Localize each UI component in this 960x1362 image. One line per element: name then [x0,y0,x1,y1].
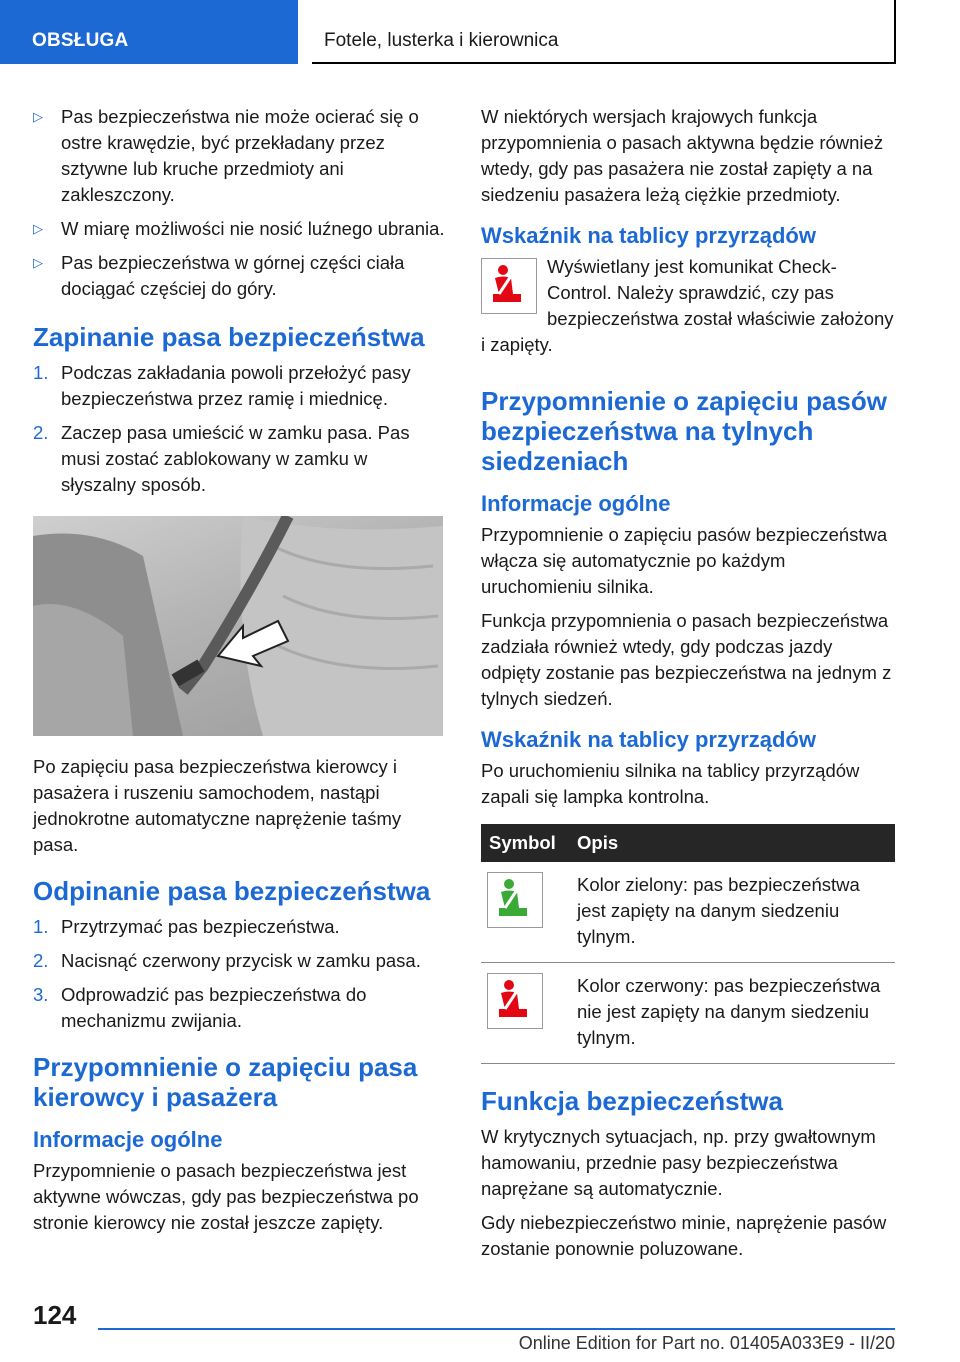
step-item: 1. Podczas zakładania powoli przełożyć pasy bezpieczeństwa przez ramię i miednicę. [33,362,411,409]
table-row [481,963,895,1064]
bullet-item: ▷ Pas bezpieczeństwa nie może ocierać się o ostre krawędzie, być przekładany przez sztywne lub kruche przedmioty ani zakleszczony. [33,104,445,208]
safety-text-2: Gdy niebezpieczeństwo minie, naprężenie pasów zostanie ponownie poluzowane. [481,1212,887,1259]
bullet-item: ▷ W miarę możliwości nie nosić luźnego ubrania. [33,216,445,242]
step-item: 3. Odprowadzić pas bezpieczeństwa do mechanizmu zwijania. [33,984,367,1031]
heading-fasten: Zapinanie pasa bezpieczeństwa [33,322,425,352]
table-cell-description: Kolor czerwony: pas bezpieczeństwa nie jest zapięty na danym siedzeniu tylnym. [569,963,895,1064]
table-header-row [481,824,895,862]
step-item: 1. Przytrzymać pas bezpieczeństwa. [33,916,340,937]
indicator-1-block [481,254,895,366]
seatbelt-warning-red-icon [481,258,537,314]
safety-text-1: W krytycznych sytuacjach, np. przy gwałtownym hamowaniu, przednie pasy bezpieczeństwa naprężane są automatycznie. [481,1126,876,1199]
after-fasten-text: Po zapięciu pasa bezpieczeństwa kierowcy i pasażera i ruszeniu samochodem, nastąpi jednokrotne automatyczne naprężenie taśmy pasa. [33,756,402,855]
left-column [33,104,445,1244]
heading-indicator-2: Wskaźnik na tablicy przyrządów [481,727,816,752]
heading-reminder: Przypomnienie o zapięciu pasa kierowcy i pasażera [33,1052,418,1112]
subheading-general: Informacje ogólne [481,491,671,516]
triangle-bullet-icon: ▷ [33,255,43,270]
fasten-steps [33,360,445,498]
footer-divider [98,1328,895,1330]
col-header-symbol: Symbol [481,824,569,862]
indicator-2-text: Po uruchomieniu silnika na tablicy przyrządów zapali się lampka kontrolna. [481,760,860,807]
col-header-description: Opis [569,824,895,862]
seatbelt-photo [33,516,443,736]
table-cell-description: Kolor zielony: pas bezpieczeństwa jest zapięty na danym siedzeniu tylnym. [569,862,895,963]
unfasten-steps [33,914,445,1034]
triangle-bullet-icon: ▷ [33,109,43,124]
heading-indicator-1: Wskaźnik na tablicy przyrządów [481,223,816,248]
subheading-general: Informacje ogólne [33,1127,223,1152]
seatbelt-red-icon [487,973,543,1029]
rear-text-2: Funkcja przypomnienia o pasach bezpieczeństwa zadziała również wtedy, gdy podczas jazdy odpięty zostanie pas bezpieczeństwa na jednym z tylnych siedzeń. [481,610,892,709]
page-number: 124 [33,1300,77,1330]
indicator-1-text: Wyświetlany jest komunikat Check-Control. Należy sprawdzić, czy pas bezpieczeństwa został właściwie założony i zapięty. [481,256,894,355]
heading-rear-reminder: Przypomnienie o zapięciu pasów bezpieczeństwa na tylnych siedzeniach [481,386,887,476]
symbol-table [481,824,895,1064]
step-item: 2. Nacisnąć czerwony przycisk w zamku pasa. [33,950,421,971]
rear-text-1: Przypomnienie o zapięciu pasów bezpieczeństwa włącza się automatycznie po każdym uruchomieniu silnika. [481,524,888,597]
chapter-title: Fotele, lusterka i kierownica [312,0,896,64]
heading-unfasten: Odpinanie pasa bezpieczeństwa [33,876,431,906]
right-column [481,104,895,1270]
reminder-text: Przypomnienie o pasach bezpieczeństwa jest aktywne wówczas, gdy pas bezpieczeństwa po stronie kierowcy nie został jeszcze zapięty. [33,1160,419,1233]
heading-safety: Funkcja bezpieczeństwa [481,1086,783,1116]
seatbelt-green-icon [487,872,543,928]
section-tab: OBSŁUGA [0,0,298,64]
seatbelt-illustration [33,516,443,736]
bullet-item: ▷ Pas bezpieczeństwa w górnej części ciała dociągać częściej do góry. [33,250,445,302]
intro-text: W niektórych wersjach krajowych funkcja przypomnienia o pasach aktywna będzie również wtedy, gdy pas pasażera nie został zapięty a na siedzeniu pasażera leżą ciężkie przedmioty. [481,106,884,205]
footer-edition: Online Edition for Part no. 01405A033E9 - II/20 [518,1333,895,1353]
triangle-bullet-icon: ▷ [33,221,43,236]
table-row [481,862,895,963]
step-item: 2. Zaczep pasa umieścić w zamku pasa. Pas musi zostać zablokowany w zamku w słyszalny sposób. [33,422,410,495]
